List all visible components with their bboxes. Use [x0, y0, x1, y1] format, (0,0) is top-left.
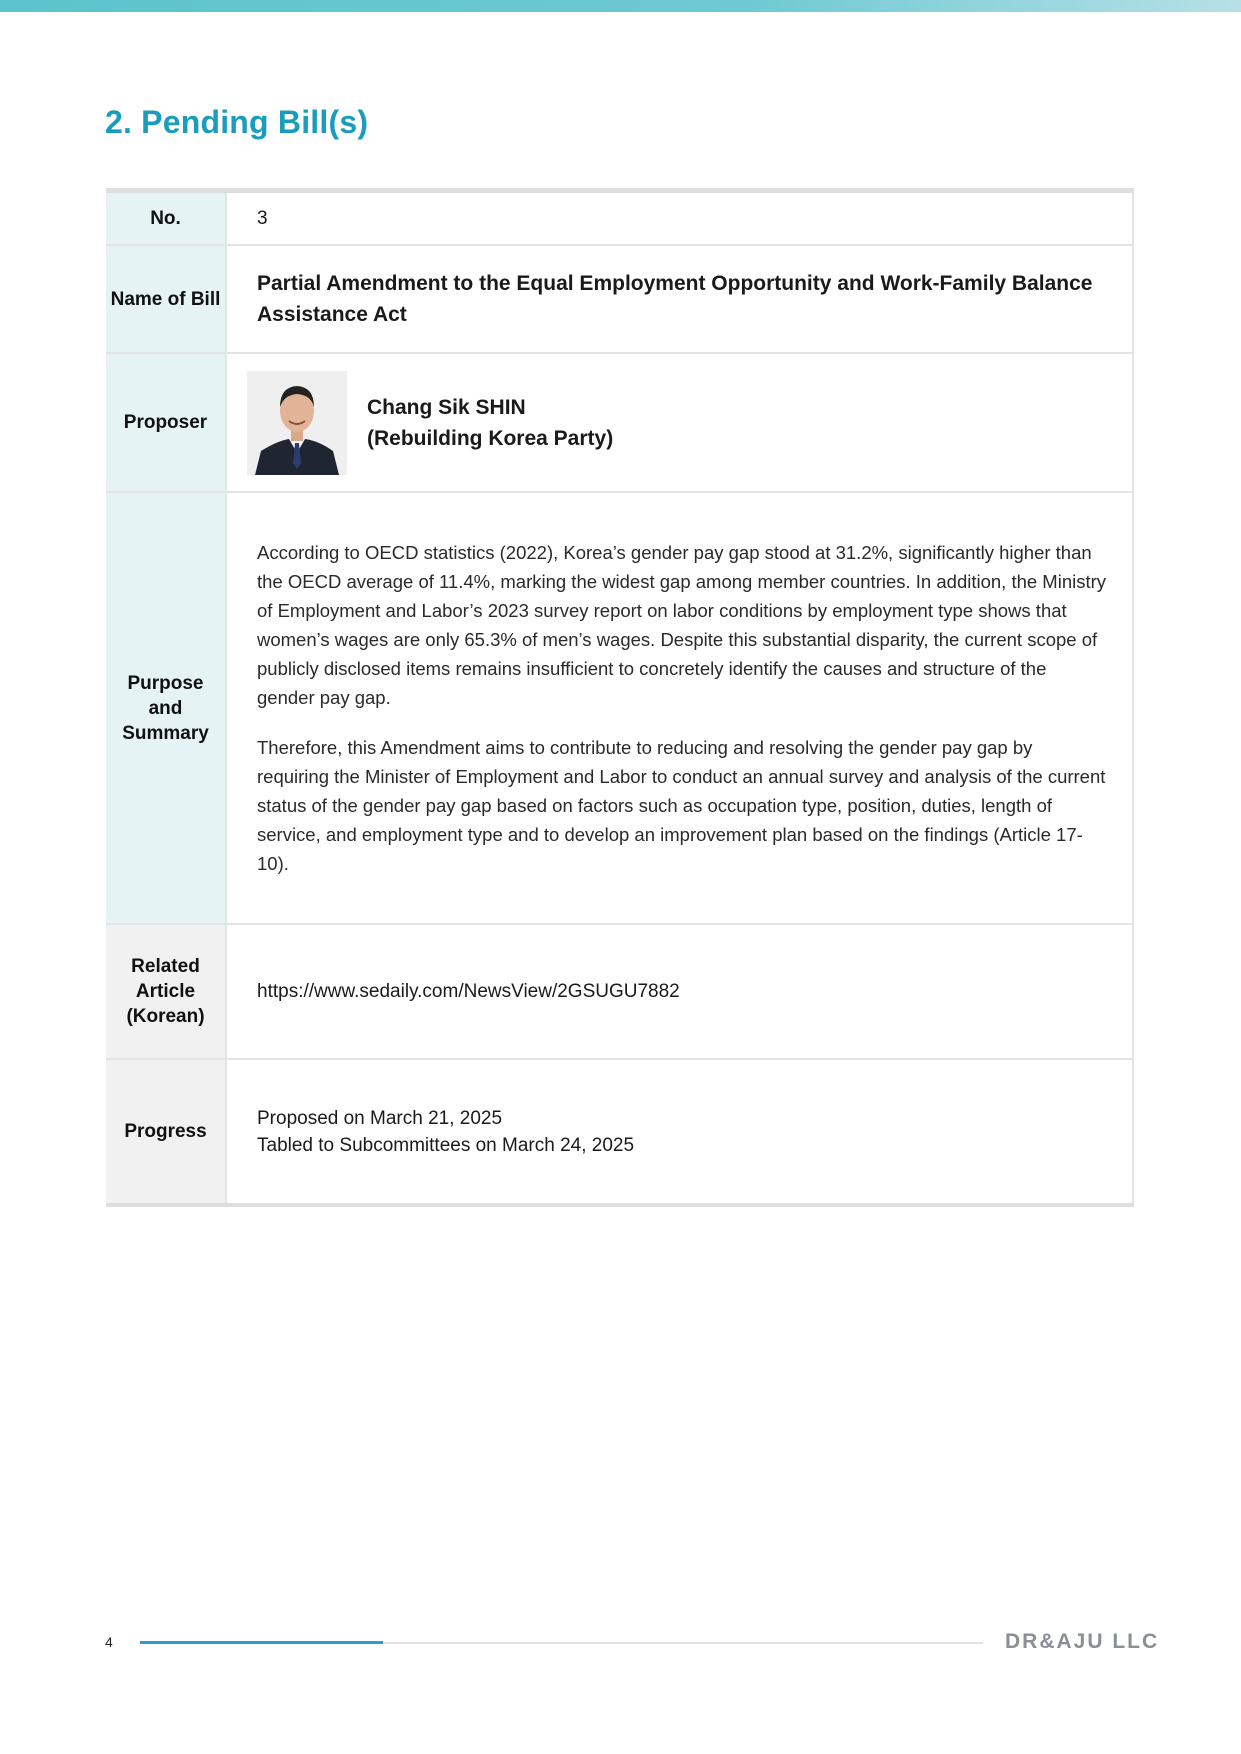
bill-name: Partial Amendment to the Equal Employment Opportunity and Work-Family Balance Assistance Act [257, 272, 1093, 326]
article-link[interactable]: https://www.sedaily.com/NewsView/2GSUGU7882 [257, 981, 680, 1002]
progress-value [225, 1060, 1134, 1203]
proposer-name: Chang Sik SHIN [367, 395, 526, 419]
article-value [225, 925, 1134, 1058]
purpose-value [225, 493, 1134, 923]
proposer-portrait-icon [247, 371, 347, 475]
brand-logo: DR&AJU LLC [1005, 1630, 1160, 1653]
footer-divider-accent [140, 1641, 383, 1644]
proposer-value [225, 354, 1134, 491]
section-title: 2. Pending Bill(s) [105, 104, 369, 140]
progress-tabled: Tabled to Subcommittees on March 24, 2025 [257, 1134, 635, 1156]
proposer-photo [247, 371, 347, 475]
row-related-article [106, 925, 1134, 1060]
row-name-of-bill [106, 246, 1134, 354]
name-value [225, 246, 1134, 352]
article-label: Related Article (Korean) [106, 925, 225, 1058]
purpose-paragraph: According to OECD statistics (2022), Korea’s gender pay gap stood at 31.2%, significantly higher than the OECD average of 11.4%, marking the widest gap among member countries. In addition, the Ministry of Employment and Labor’s 2023 survey report on labor conditions by employment type shows that women’s wages are only 65.3% of men’s wages. Despite this substantial disparity, the current scope of publicly disclosed items remains insufficient to concretely identify the causes and structure of the gender pay gap. [257, 542, 1107, 708]
proposer-label: Proposer [106, 354, 225, 491]
progress-text [257, 1105, 634, 1159]
top-decorative-band [0, 0, 1241, 12]
progress-label: Progress [106, 1060, 225, 1203]
name-label: Name of Bill [106, 246, 225, 352]
row-proposer [106, 354, 1134, 493]
page-number: 4 [105, 1634, 113, 1650]
row-purpose [106, 493, 1134, 925]
bill-number: 3 [257, 208, 268, 229]
purpose-label: Purpose and Summary [106, 493, 225, 923]
progress-proposed: Proposed on March 21, 2025 [257, 1107, 503, 1129]
proposer-party: (Rebuilding Korea Party) [367, 426, 614, 450]
bill-table [106, 188, 1134, 1207]
row-progress [106, 1060, 1134, 1203]
row-no [106, 193, 1134, 246]
proposer-text [367, 392, 613, 454]
no-label: No. [106, 193, 225, 244]
no-value [225, 193, 1134, 244]
purpose-text [257, 538, 1108, 878]
purpose-paragraph: Therefore, this Amendment aims to contribute to reducing and resolving the gender pay gap by requiring the Minister of Employment and Labor to conduct an annual survey and analysis of the current status of the gender pay gap based on factors such as occupation type, position, duties, length of service, and employment type and to develop an improvement plan based on the findings (Article 17-10). [257, 737, 1106, 874]
